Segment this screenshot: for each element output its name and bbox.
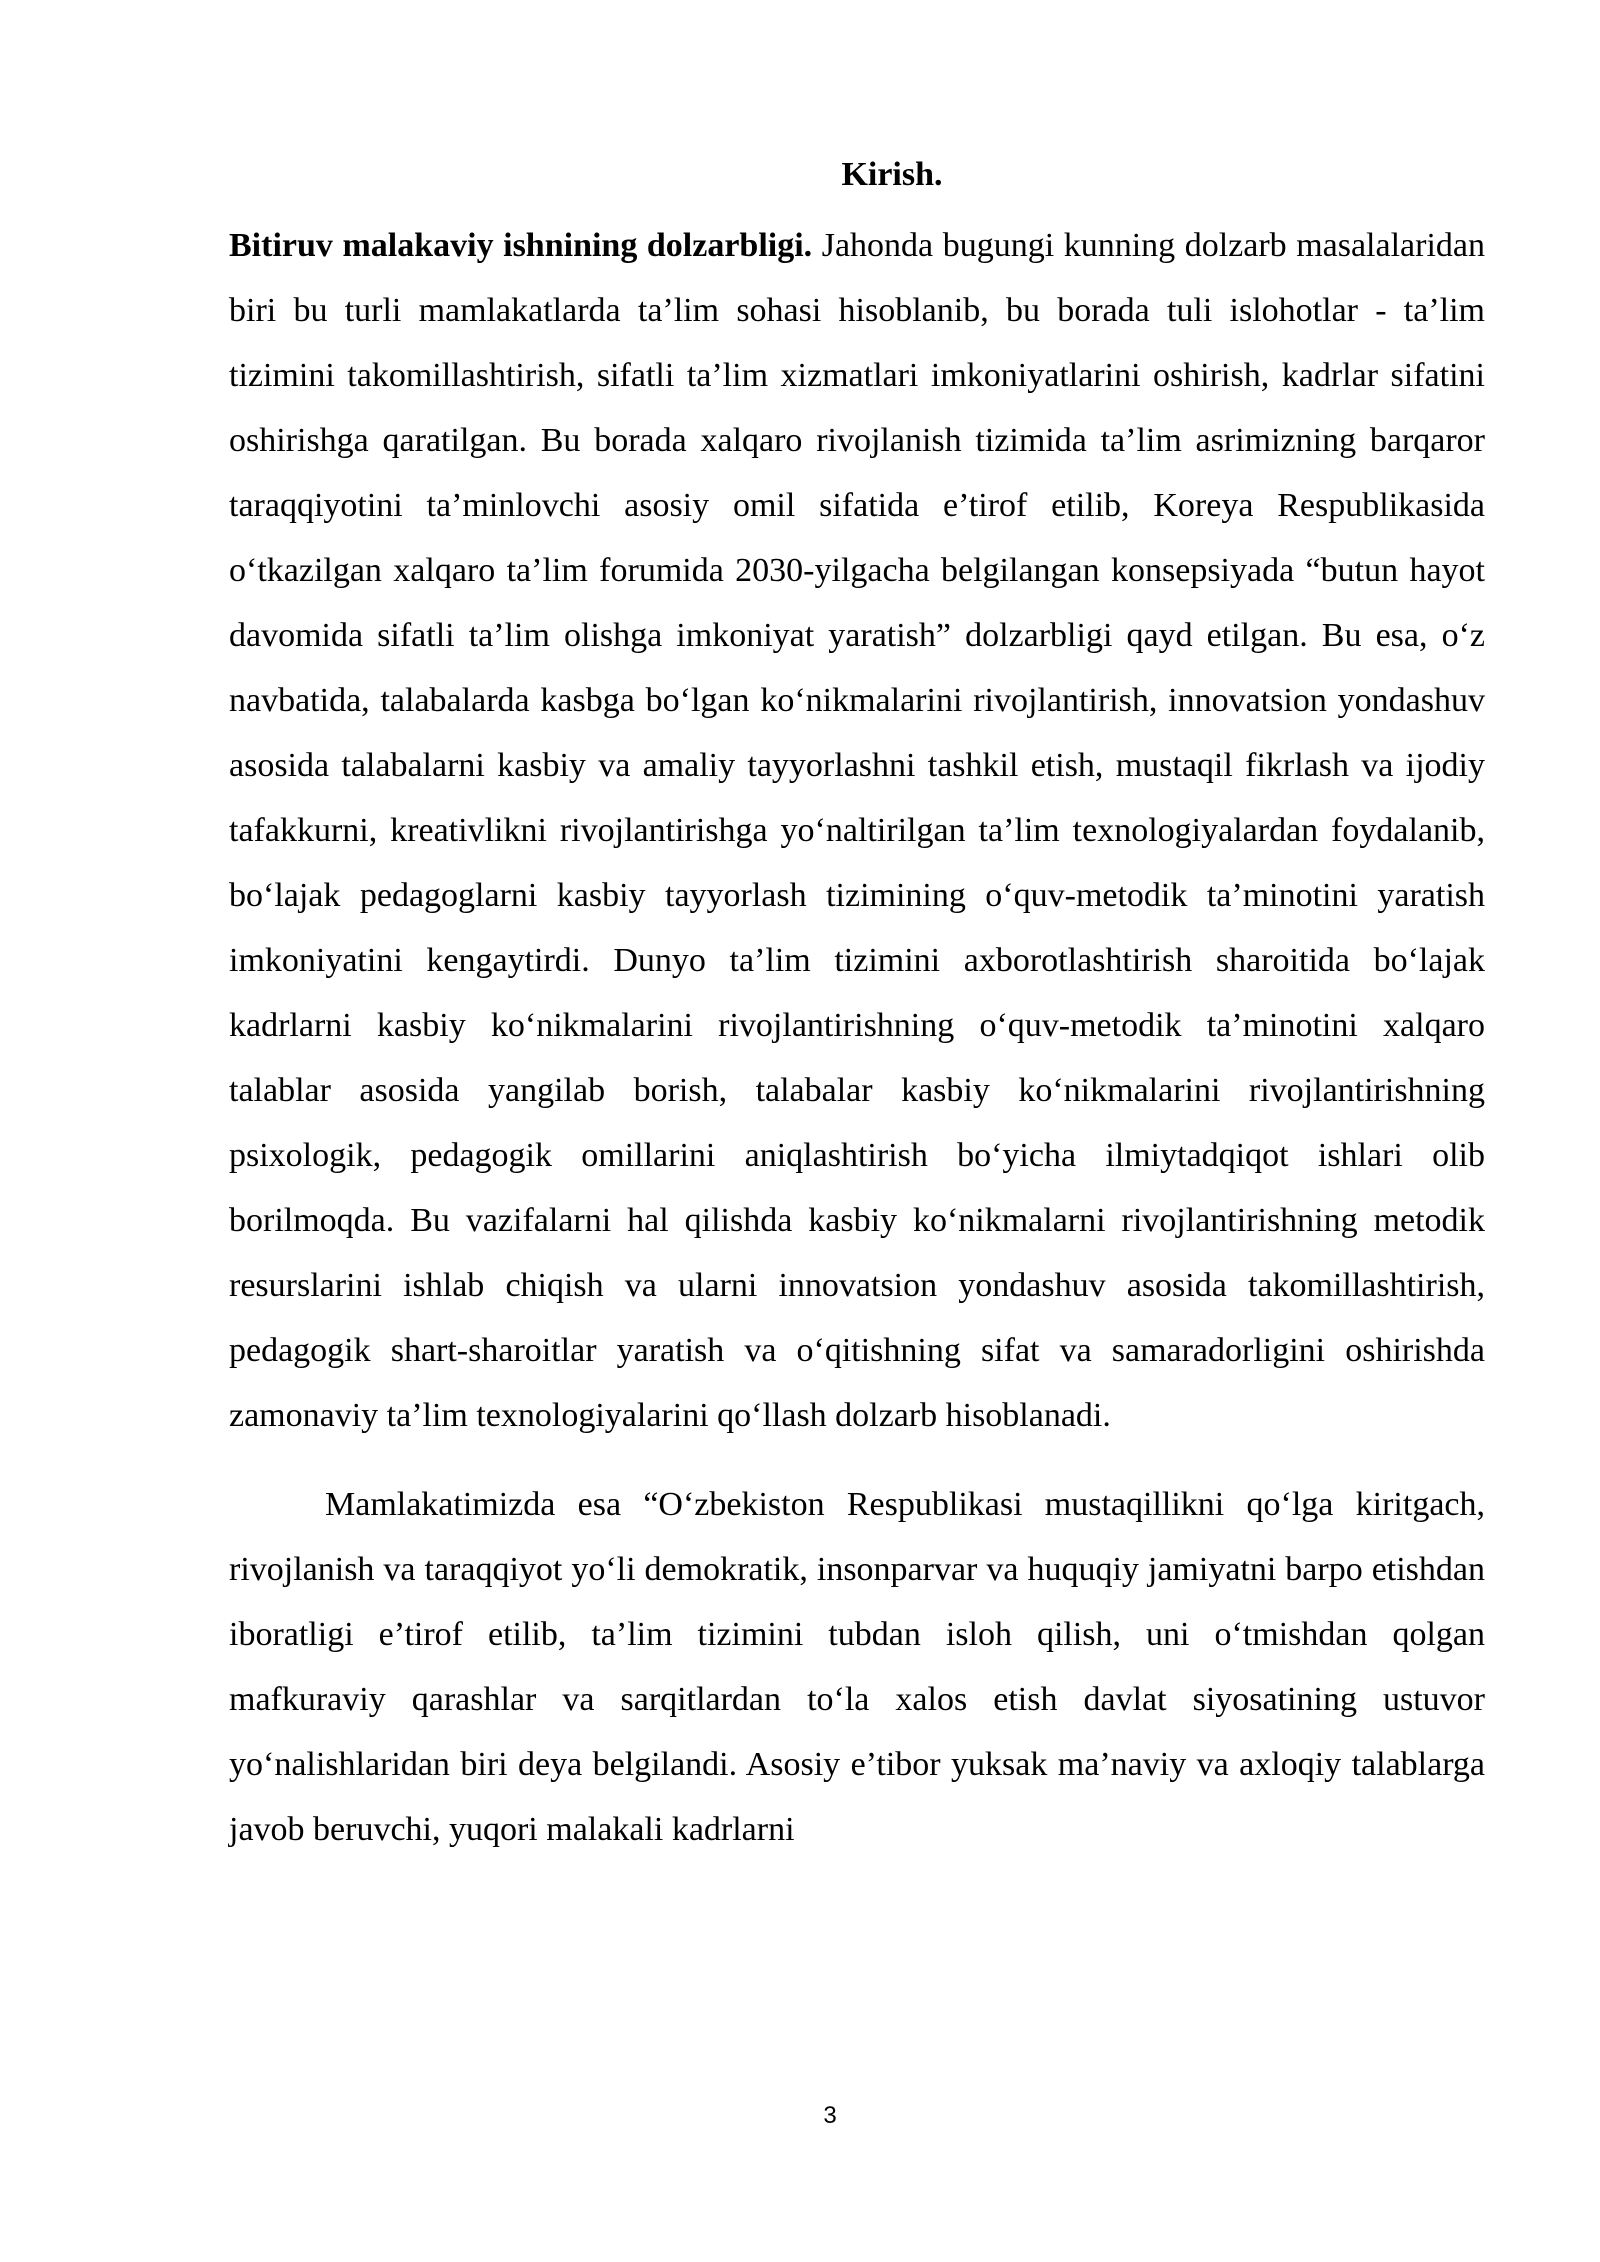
paragraph-body: Jahonda bugungi kunning dolzarb masalalaridan biri bu turli mamlakatlarda ta’lim sohasi hisoblanib, bu borada tuli islohotlar - ta’lim tizimini takomillashtirish, sifatli ta’lim xizmatlari imkoniyatlarini oshirish, kadrlar sifatini oshirishga qaratilgan. Bu borada xalqaro rivojlanish tizimida ta’lim asrimizning barqaror taraqqiyotini ta’minlovchi asosiy omil sifatida e’tirof etilib, Koreya Respublikasida o‘tkazilgan xalqaro ta’lim forumida 2030-yilgacha belgilangan konsepsiyada “butun hayot davomida sifatli ta’lim olishga imkoniyat yaratish” dolzarbligi qayd etilgan. Bu esa, o‘z navbatida, talabalarda kasbga bo‘lgan ko‘nikmalarini rivojlantirish, innovatsion yondashuv asosida talabalarni kasbiy va amaliy tayyorlashni tashkil etish, mustaqil fikrlash va ijodiy tafakkurni, kreativlikni rivojlantirishga yo‘naltirilgan ta’lim texnologiyalardan foydalanib, bo‘lajak pedagoglarni kasbiy tayyorlash tizimining o‘quv-metodik ta’minotini yaratish imkoniyatini kengaytirdi. Dunyo ta’lim tizimini axborotlashtirish sharoitida bo‘lajak kadrlarni kasbiy ko‘nikmalarini rivojlantirishning o‘quv-metodik ta’minotini xalqaro talablar asosida yangilab borish, talabalar kasbiy ko‘nikmalarini rivojlantirishning psixologik, pedagogik omillarini aniqlashtirish bo‘yicha ilmiytadqiqot ishlari olib borilmoqda. Bu vazifalarni hal qilishda kasbiy ko‘nikmalarni rivojlantirishning metodik resurslarini ishlab chiqish va ularni innovatsion yondashuv asosida takomillashtirish, pedagogik shart-sharoitlar yaratish va o‘qitishning sifat va samaradorligini oshirishda zamonaviy ta’lim texnologiyalarini qo‘llash dolzarb hisoblanadi. bbox=[229, 227, 1485, 1434]
paragraph-national: Mamlakatimizda esa “O‘zbekiston Respublikasi mustaqillikni qo‘lga kiritgach, rivojlanish va taraqqiyot yo‘li demokratik, insonparvar va huquqiy jamiyatni barpo etishdan iboratligi e’tirof etilib, ta’lim tizimini tubdan isloh qilish, uni o‘tmishdan qolgan mafkuraviy qarashlar va sarqitlardan to‘la xalos etish davlat siyosatining ustuvor yo‘nalishlaridan biri deya belgilandi. Asosiy e’tibor yuksak ma’naviy va axloqiy talablarga javob beruvchi, yuqori malakali kadrlarni bbox=[229, 1486, 1485, 1848]
section-heading: Kirish. bbox=[841, 156, 943, 193]
page-number: 3 bbox=[823, 2102, 837, 2129]
document-page bbox=[229, 145, 1485, 1862]
paragraph-relevance bbox=[229, 213, 1485, 1448]
paragraph-lead: Bitiruv malakaviy ishnining dolzarbligi. bbox=[229, 227, 813, 264]
